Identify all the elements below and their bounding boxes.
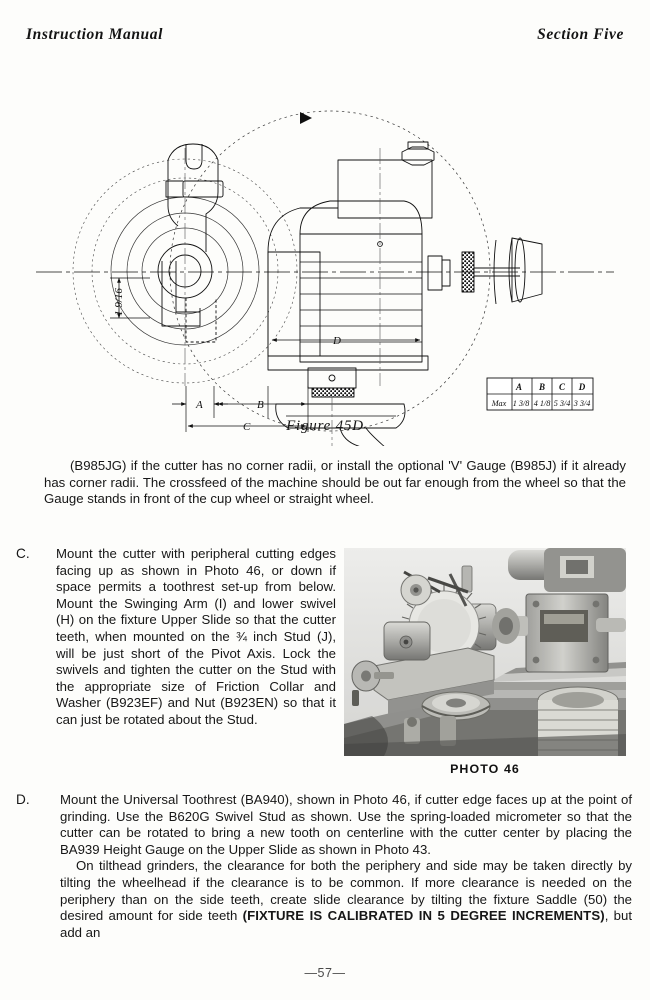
- paragraph-2-emphasis: (FIXTURE IS CALIBRATED IN 5 DEGREE INCREMENTS): [242, 908, 605, 924]
- table-cell-c: 5 3/4: [553, 399, 571, 408]
- running-head-right: Section Five: [537, 26, 624, 43]
- list-item-d: [16, 792, 632, 941]
- page-number: —57—: [304, 966, 346, 980]
- table-cell-d: 3 3/4: [573, 399, 591, 408]
- dimension-label-a: A: [196, 399, 203, 411]
- table-cell-b: 4 1/8: [533, 399, 551, 408]
- dimension-label-c: C: [243, 421, 251, 433]
- list-item-c-marker: C.: [16, 546, 30, 561]
- figure-45d: [0, 56, 650, 446]
- figure-caption: Figure 45D: [286, 418, 364, 434]
- running-head-left: Instruction Manual: [26, 26, 164, 43]
- running-head: [26, 26, 624, 44]
- dimension-label-d: D: [333, 335, 341, 347]
- table-row-label: Max: [491, 399, 507, 408]
- grinder-setup-photo-graphic: [344, 548, 626, 756]
- list-item-d-text: [60, 792, 632, 941]
- table-header-d: D: [578, 382, 586, 392]
- dimension-label-vertical: 1 9/16: [113, 288, 125, 316]
- table-header-c: C: [558, 382, 566, 392]
- dimension-label-b: B: [257, 399, 264, 411]
- photo-46-block: [344, 548, 626, 776]
- list-item-d-paragraph-2: [60, 858, 632, 941]
- list-item-d-marker: D.: [16, 792, 30, 807]
- photo-46-image: [344, 548, 626, 756]
- table-cell-a: 1 3/8: [512, 399, 530, 408]
- table-header-a: A: [515, 382, 523, 392]
- photo-46-caption: PHOTO 46: [450, 762, 520, 776]
- lead-paragraph: (B985JG) if the cutter has no corner radii, or install the optional 'V' Gauge (B985J) if it already has corner radii. The crossfeed of the machine should be out far enough from the wheel so that the Gauge stands in front of the cup wheel or straight wheel.: [44, 458, 626, 507]
- list-item-c: [16, 546, 336, 729]
- table-header-b: B: [538, 382, 546, 392]
- technical-drawing: [0, 56, 650, 446]
- figure-data-table: [487, 378, 593, 410]
- list-item-d-paragraph-1: Mount the Universal Toothrest (BA940), shown in Photo 46, if cutter edge faces up at the point of grinding. Use the B620G Swivel Stud as shown. Use the spring-loaded micrometer so that the cutter can be rotated to bring a new tooth on centerline with the cutter center by placing the BA939 Height Gauge on the Upper Slide as shown in Photo 43.: [60, 792, 632, 857]
- paragraph-2-lead: On tilthead grinders, the clearance for both the periphery and side may be taken directly by tilting the wheelhead if the clearance is to be common. If more clearance is needed on the periphery than on the side teeth, create slide clearance by tilting the fixture Saddle (50) the desired amount for side teeth: [60, 858, 632, 924]
- paragraph-2-tail: , but add an: [60, 908, 632, 940]
- list-item-c-text: Mount the cutter with peripheral cutting edges facing up as shown in Photo 46, or down if space permits a toothrest set-up from below. Mount the Swinging Arm (I) and lower swivel (H) on the fixture Upper Slide so that the cutter teeth, when mounted on the ¾ inch Stud (J), will be just short of the Pivot Axis. Lock the swivels and tighten the cutter on the Stud with the appropriate size of Friction Collar and Washer (B923EF) and Nut (B923EN) so that it can just be rotated about the Stud.: [56, 546, 336, 727]
